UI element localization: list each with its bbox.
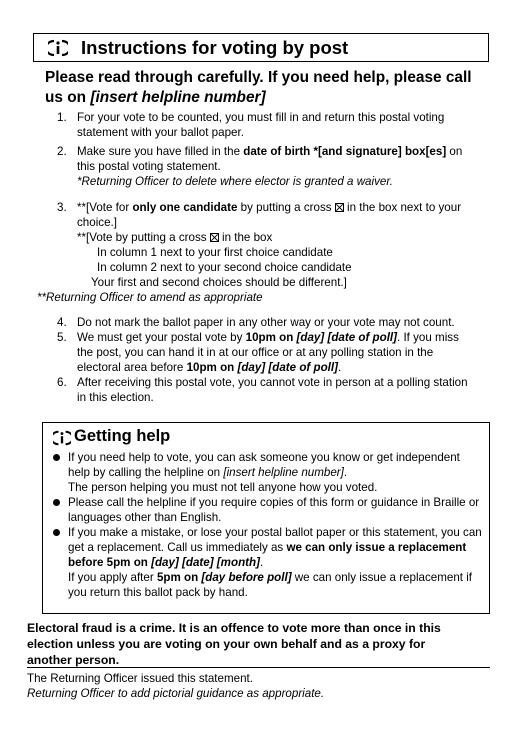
cross-box-icon — [210, 233, 219, 242]
item-number: 4. — [57, 316, 67, 329]
officer-note: **Returning Officer to amend as appropriate — [37, 291, 263, 304]
item-text-bold-italic: [day] [date of poll] — [296, 331, 398, 344]
item-text: . If you miss the post, you can hand it in at our office or at any polling station in the electoral area before — [77, 331, 459, 374]
list-item — [57, 144, 477, 189]
item-text: We must get your postal vote by — [77, 331, 246, 344]
helpline-placeholder: [insert helpline number] — [223, 466, 344, 479]
footer-note: Returning Officer to add pictorial guidance as appropriate. — [27, 687, 325, 700]
item-text: Do not mark the ballot paper in any other way or your vote may not count. — [77, 316, 455, 329]
list-item — [57, 110, 477, 140]
divider — [27, 667, 490, 668]
cross-box-icon — [335, 203, 344, 212]
page-title: Instructions for voting by post — [81, 37, 349, 58]
bullet-text: If you apply after — [68, 571, 157, 584]
help-box — [42, 422, 490, 614]
item-text: Make sure you have filled in the — [77, 145, 244, 158]
item-text: In column 1 next to your first choice candidate — [97, 246, 333, 259]
bullet-text: . — [259, 556, 264, 569]
item-text: on this postal voting statement. — [77, 145, 463, 173]
item-text: . — [337, 361, 342, 374]
info-icon — [48, 39, 68, 57]
intro-text — [45, 68, 485, 108]
intro-line: Please read through carefully. If you need help, please call us on — [45, 69, 472, 106]
help-bullet — [53, 450, 483, 495]
item-text: in the box next to your choice.] — [77, 201, 462, 229]
item-text: **[Vote for — [77, 201, 133, 214]
item-text-bold: 10pm on — [245, 331, 297, 344]
item-text-bold: only one candidate — [132, 201, 238, 214]
bullet-icon — [53, 454, 60, 461]
list-item — [57, 245, 477, 260]
bullet-text: If you need help to vote, you can ask someone you know or get independent help by calling the helpline on — [68, 451, 460, 479]
bullet-text: . — [343, 466, 348, 479]
item-text-bold: 10pm on — [186, 361, 238, 374]
list-item — [57, 200, 477, 230]
item-text-bold-italic: [day] [date of poll] — [237, 361, 338, 374]
bullet-text-bold: 5pm on — [156, 571, 202, 584]
item-number: 3. — [57, 201, 67, 214]
bullet-text: we can only issue a replacement if you return this ballot pack by hand. — [68, 571, 473, 599]
help-bullet — [53, 525, 483, 600]
list-item — [57, 275, 477, 290]
list-item — [57, 330, 477, 375]
footer — [27, 671, 487, 701]
item-number: 5. — [57, 331, 67, 344]
help-title: Getting help — [74, 427, 171, 445]
item-number: 2. — [57, 145, 67, 158]
list-item — [57, 375, 477, 405]
list-item — [37, 290, 477, 305]
item-text: After receiving this postal vote, you cannot vote in person at a polling station in this election. — [77, 376, 468, 404]
item-text: **[Vote by putting a cross — [77, 231, 210, 244]
bullet-text-bold-italic: [day before poll] — [201, 571, 292, 584]
fraud-warning: Electoral fraud is a crime. It is an offence to vote more than once in this election unless you are voting on your own behalf and as a proxy for another person. — [27, 621, 441, 667]
instructions-list — [37, 110, 477, 405]
footer-statement: The Returning Officer issued this statement. — [27, 672, 253, 685]
item-text: For your vote to be counted, you must fill in and return this postal voting statement with your ballot paper. — [77, 111, 445, 139]
list-item — [57, 230, 477, 245]
item-text: by putting a cross — [237, 201, 335, 214]
info-icon — [53, 430, 71, 446]
title-box — [33, 33, 489, 62]
item-text-bold: date of birth *[and signature] box[es] — [243, 145, 447, 158]
item-text: In column 2 next to your second choice candidate — [97, 261, 352, 274]
helpline-placeholder: [insert helpline number] — [90, 89, 266, 106]
bullet-text-bold: we can only issue a replacement before 5pm on — [68, 541, 467, 569]
bullet-text: If you make a mistake, or lose your postal ballot paper or this statement, you can get a replacement. Call us immediately as — [68, 526, 482, 554]
item-text: Your first and second choices should be different.] — [91, 276, 347, 289]
bullet-icon — [53, 529, 60, 536]
list-item — [57, 260, 477, 275]
item-number: 6. — [57, 376, 67, 389]
list-item — [57, 315, 477, 330]
help-bullet — [53, 495, 483, 525]
item-text: in the box — [218, 231, 273, 244]
bullet-icon — [53, 499, 60, 506]
officer-note: *Returning Officer to delete where elector is granted a waiver. — [77, 175, 393, 188]
bullet-text: The person helping you must not tell anyone how you voted. — [68, 481, 378, 494]
bullet-text: Please call the helpline if you require copies of this form or guidance in Braille or languages other than English. — [68, 496, 480, 524]
help-list — [53, 450, 483, 600]
item-number: 1. — [57, 111, 67, 124]
bullet-text-bold-italic: [day] [date] [month] — [151, 556, 260, 569]
